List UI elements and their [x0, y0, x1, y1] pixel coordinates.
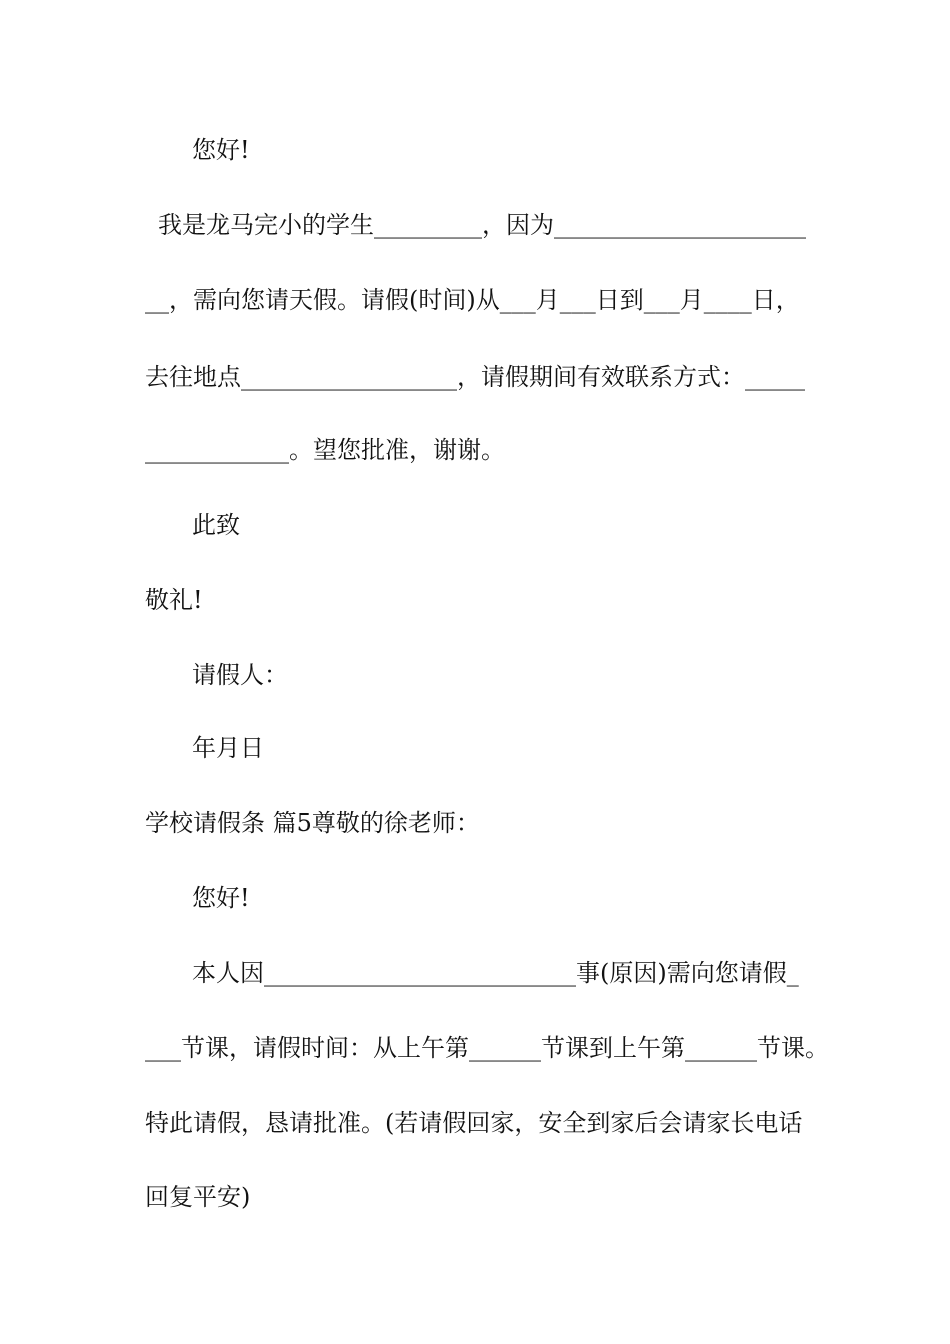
- reason-line: 本人因__________________________事(原因)需向您请假_: [192, 959, 799, 987]
- date-line: 年月日: [192, 734, 264, 762]
- salute-line: 敬礼!: [145, 586, 203, 614]
- student-intro-line: 我是龙马完小的学生_________，因为_____________________: [158, 211, 806, 239]
- request-approval-line: ____________。望您批准，谢谢。: [145, 436, 505, 464]
- destination-line: 去往地点__________________，请假期间有效联系方式：_____: [145, 363, 805, 391]
- special-request-line: 特此请假，恳请批准。(若请假回家，安全到家后会请家长电话: [145, 1109, 803, 1137]
- greeting-line: 您好!: [192, 136, 250, 164]
- leave-time-line: __，需向您请天假。请假(时间)从___月___日到___月____日，: [145, 286, 800, 314]
- greeting-line-2: 您好!: [192, 884, 250, 912]
- class-period-line: ___节课，请假时间：从上午第______节课到上午第______节课。: [145, 1034, 829, 1062]
- closing-line: 此致: [192, 511, 240, 539]
- report-safety-line: 回复平安): [145, 1183, 251, 1211]
- applicant-line: 请假人：: [192, 661, 288, 689]
- section-heading-line: 学校请假条 篇5尊敬的徐老师：: [145, 809, 480, 837]
